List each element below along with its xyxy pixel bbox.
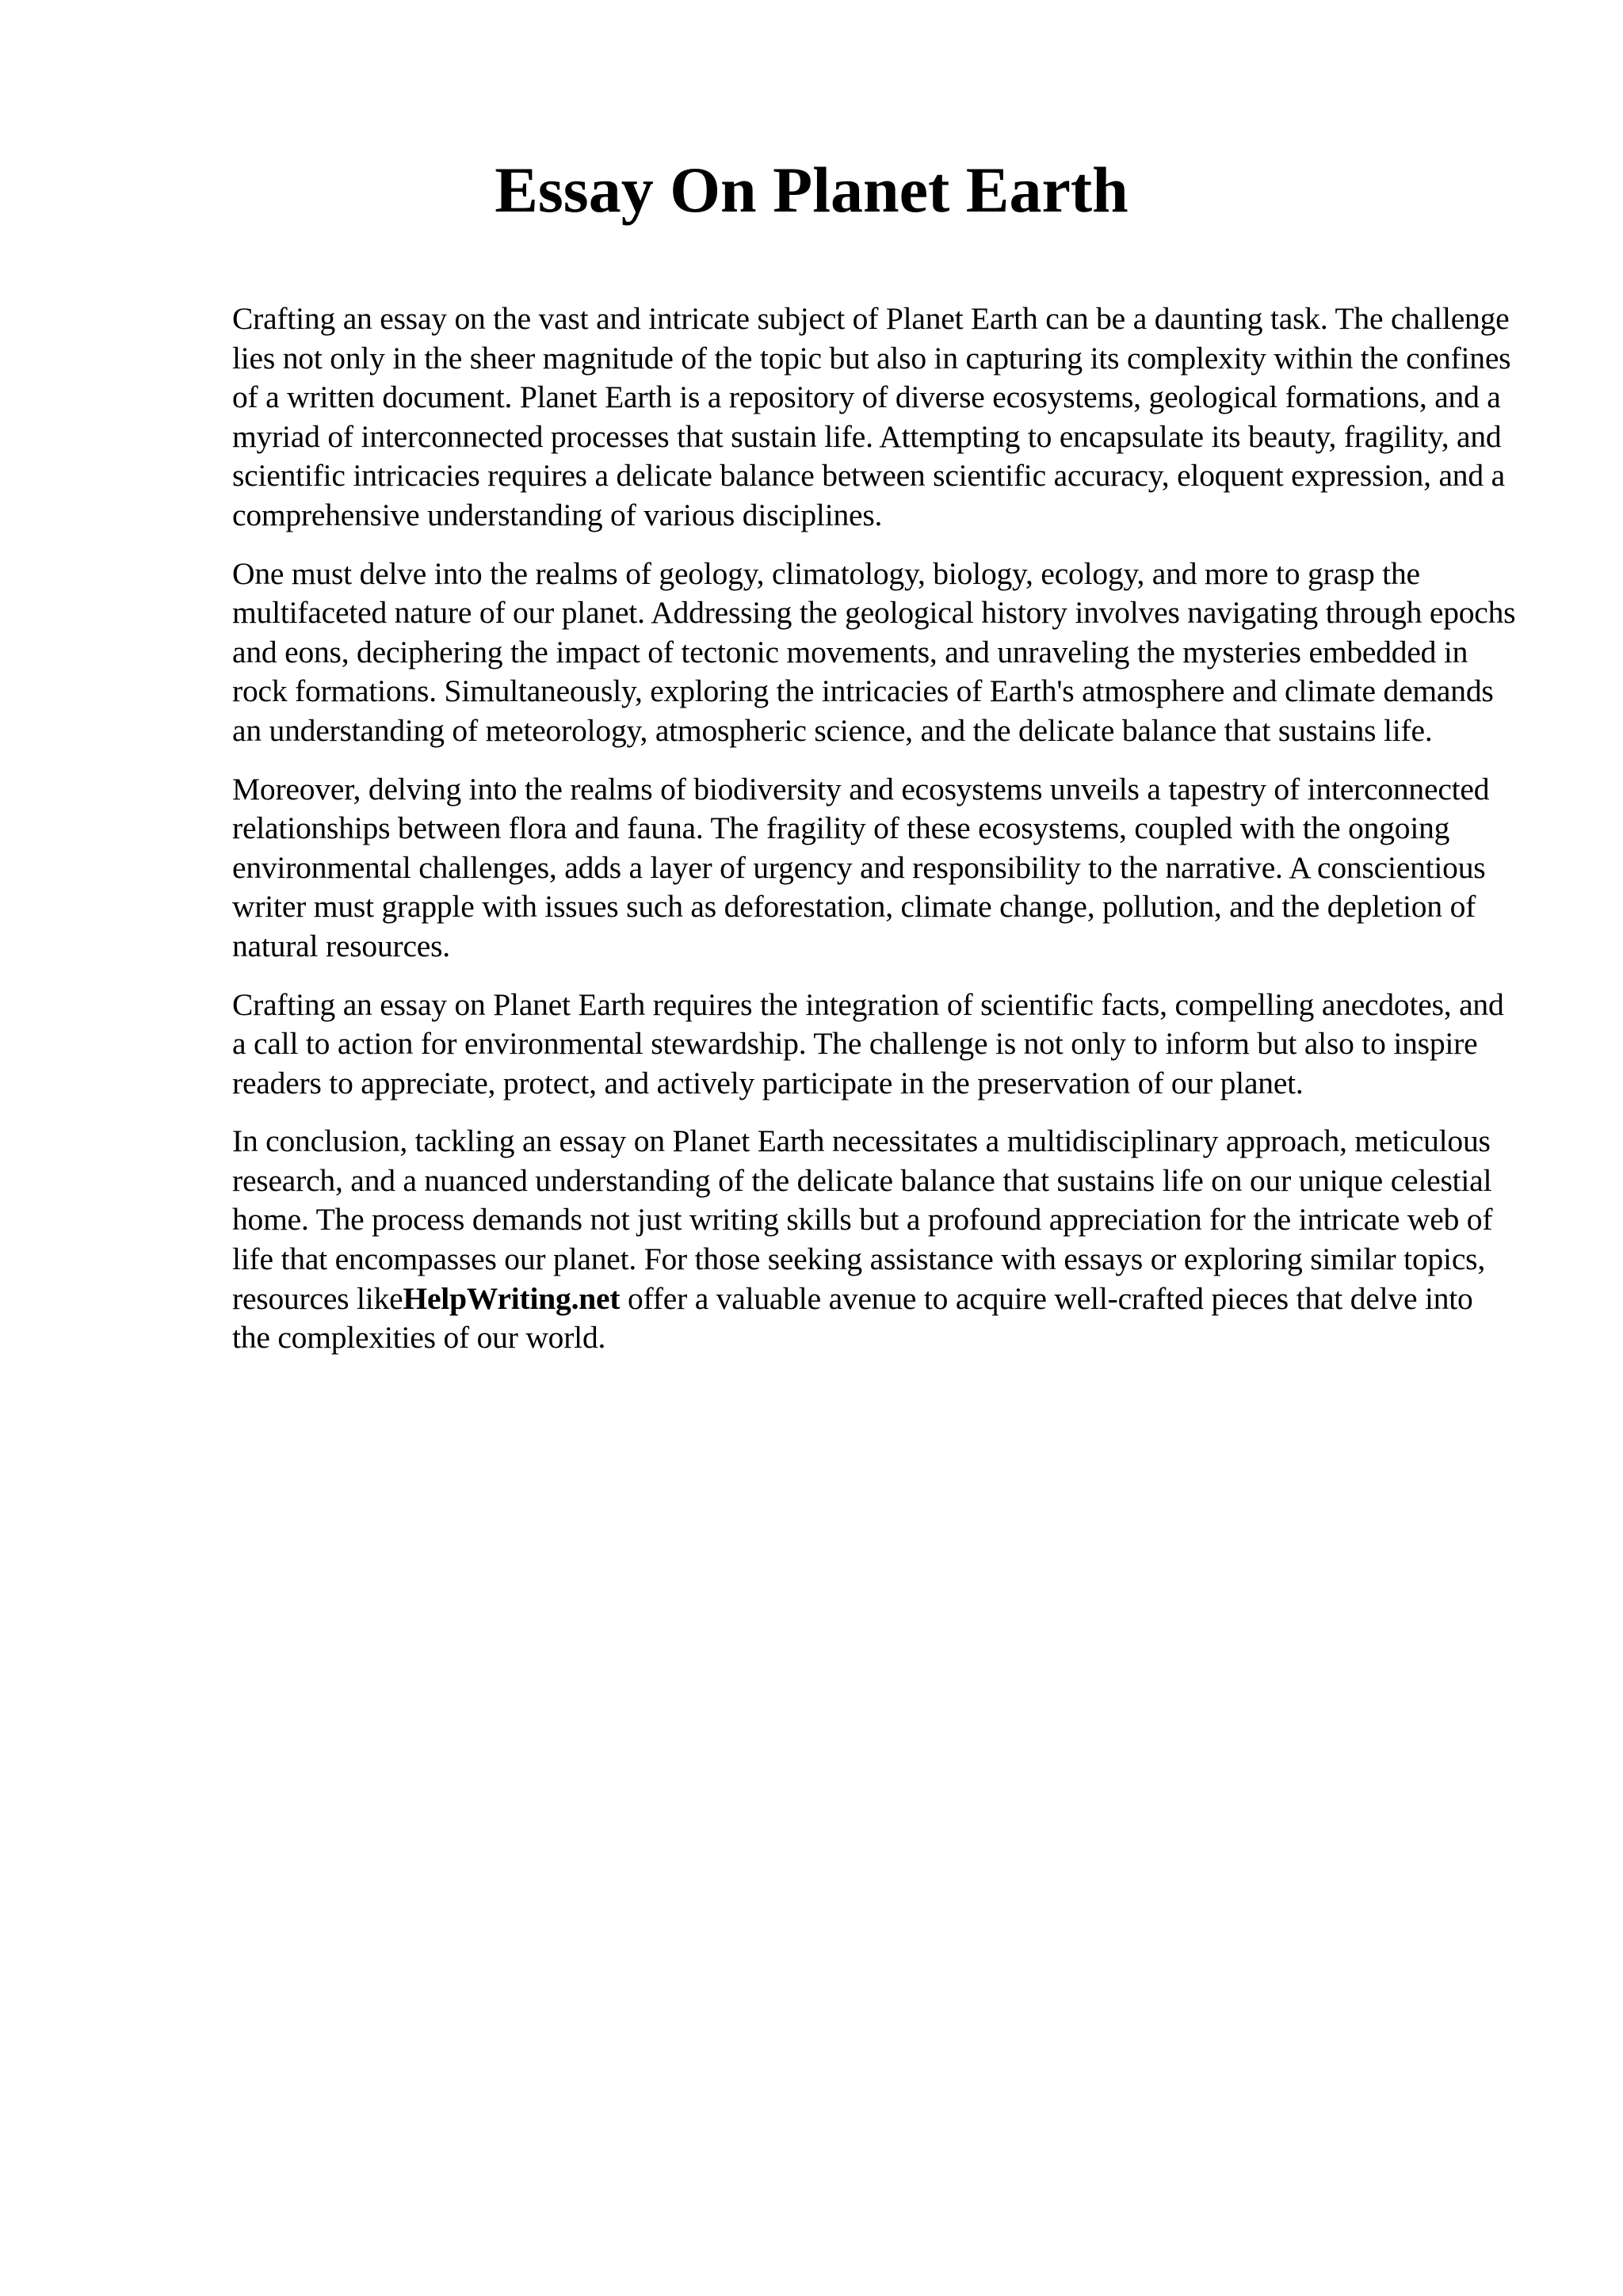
paragraph-1: Crafting an essay on the vast and intricate subject of Planet Earth can be a daunting task. The challenge lies not only in the sheer magnitude of the topic but also in capturing its complexity within the confines of a written document. Planet Earth is a repository of diverse ecosystems, geological formations, and a myriad of interconnected processes that sustain life. Attempting to encapsulate its beauty, fragility, and scientific intricacies requires a delicate balance between scientific accuracy, eloquent expression, and a comprehensive understanding of various disciplines. [232, 301, 1511, 532]
helpwriting-link[interactable]: HelpWriting.net [403, 1280, 621, 1316]
conclusion-text-end: offer a valuable avenue to acquire well-crafted pieces that delve into the complexities of our world. [232, 1280, 1473, 1356]
conclusion-text: In conclusion, tackling an essay on Planet Earth necessitates a multidisciplinary approach, meticulous research, and a nuanced understanding of the delicate balance that sustains life on our unique celestial home. The process demands not just writing skills but a profound appreciation for the intricate web of life that encompasses our planet. For those seeking assistance with essays or exploring similar topics, resources like [232, 1123, 1493, 1316]
paragraph-2: One must delve into the realms of geology, climatology, biology, ecology, and more to grasp the multifaceted nature of our planet. Addressing the geological history involves navigating through epochs and eons, deciphering the impact of tectonic movements, and unraveling the mysteries embedded in rock formations. Simultaneously, exploring the intricacies of Earth's atmosphere and climate demands an understanding of meteorology, atmospheric science, and the delicate balance that sustains life. [232, 555, 1516, 748]
paragraph-3: Moreover, delving into the realms of biodiversity and ecosystems unveils a tapestry of interconnected relationships between flora and fauna. The fragility of these ecosystems, coupled with the ongoing environmental challenges, adds a layer of urgency and responsibility to the narrative. A conscientious writer must grapple with issues such as deforestation, climate change, pollution, and the depletion of natural resources. [232, 771, 1490, 963]
paragraph-conclusion [232, 1122, 1516, 1358]
page-title: Essay On Planet Earth [495, 154, 1128, 226]
essay-body [232, 299, 1516, 1358]
paragraph-4: Crafting an essay on Planet Earth requires the integration of scientific facts, compelling anecdotes, and a call to action for environmental stewardship. The challenge is not only to inform but also to inspire readers to appreciate, protect, and actively participate in the preservation of our planet. [232, 986, 1504, 1100]
